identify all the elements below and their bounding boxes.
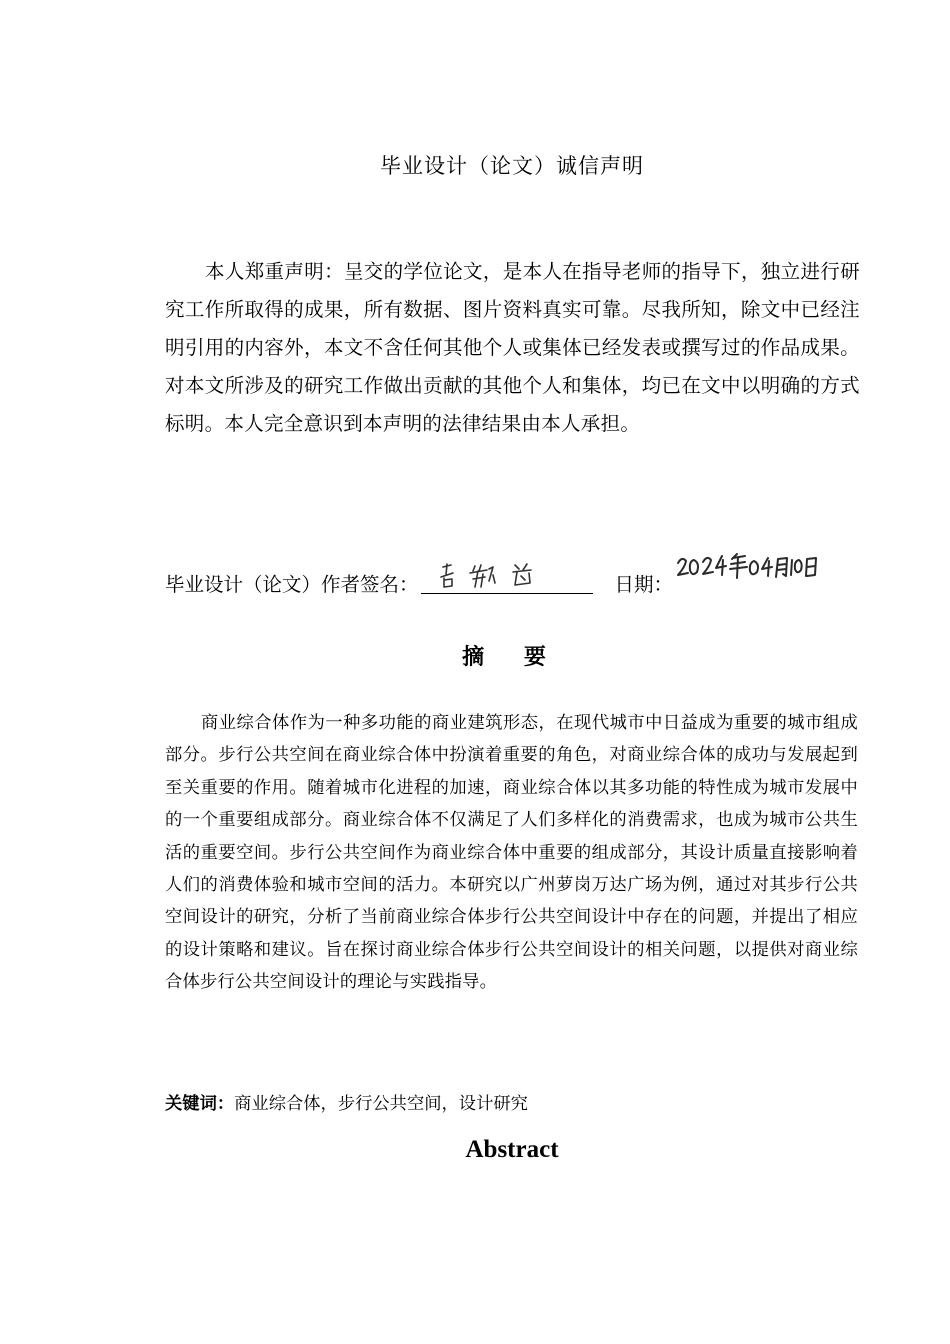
declaration-body: 本人郑重声明：呈交的学位论文，是本人在指导老师的指导下，独立进行研究工作所取得的成果，所有数据、图片资料真实可靠。尽我所知，除文中已经注明引用的内容外，本文不含任何其他个人或集体已经发表或撰写过的作品成果。对本文所涉及的研究工作做出贡献的其他个人和集体，均已在文中以明确的方式标明。本人完全意识到本声明的法律结果由本人承担。	[165, 260, 860, 435]
declaration-title: 毕业设计（论文）诚信声明	[380, 154, 644, 178]
keywords-line	[165, 1092, 528, 1116]
author-signature-label: 毕业设计（论文）作者签名：	[165, 573, 419, 596]
author-signature-field	[421, 567, 593, 594]
handwritten-author-signature	[437, 561, 547, 591]
handwritten-date	[675, 551, 825, 591]
signature-row	[165, 563, 885, 603]
date-signature-field	[675, 551, 825, 591]
keywords-value: 商业综合体，步行公共空间，设计研究	[234, 1094, 528, 1114]
date-label: 日期：	[614, 573, 674, 596]
abstract-en-title: Abstract	[465, 1136, 559, 1163]
abstract-cn-body: 商业综合体作为一种多功能的商业建筑形态，在现代城市中日益成为重要的城市组成部分。步行公共空间在商业综合体中扮演着重要的角色，对商业综合体的成功与发展起到至关重要的作用。随着城市化进程的加速，商业综合体以其多功能的特性成为城市发展中的一个重要组成部分。商业综合体不仅满足了人们多样化的消费需求，也成为城市公共生活的重要空间。步行公共空间作为商业综合体中重要的组成部分，其设计质量直接影响着人们的消费体验和城市空间的活力。本研究以广州萝岗万达广场为例，通过对其步行公共空间设计的研究，分析了当前商业综合体步行公共空间设计中存在的问题，并提出了相应的设计策略和建议。旨在探讨商业综合体步行公共空间设计的相关问题，以提供对商业综合体步行公共空间设计的理论与实践指导。	[165, 713, 858, 993]
keywords-label: 关键词：	[165, 1094, 235, 1114]
abstract-cn-title: 摘 要	[462, 645, 562, 670]
